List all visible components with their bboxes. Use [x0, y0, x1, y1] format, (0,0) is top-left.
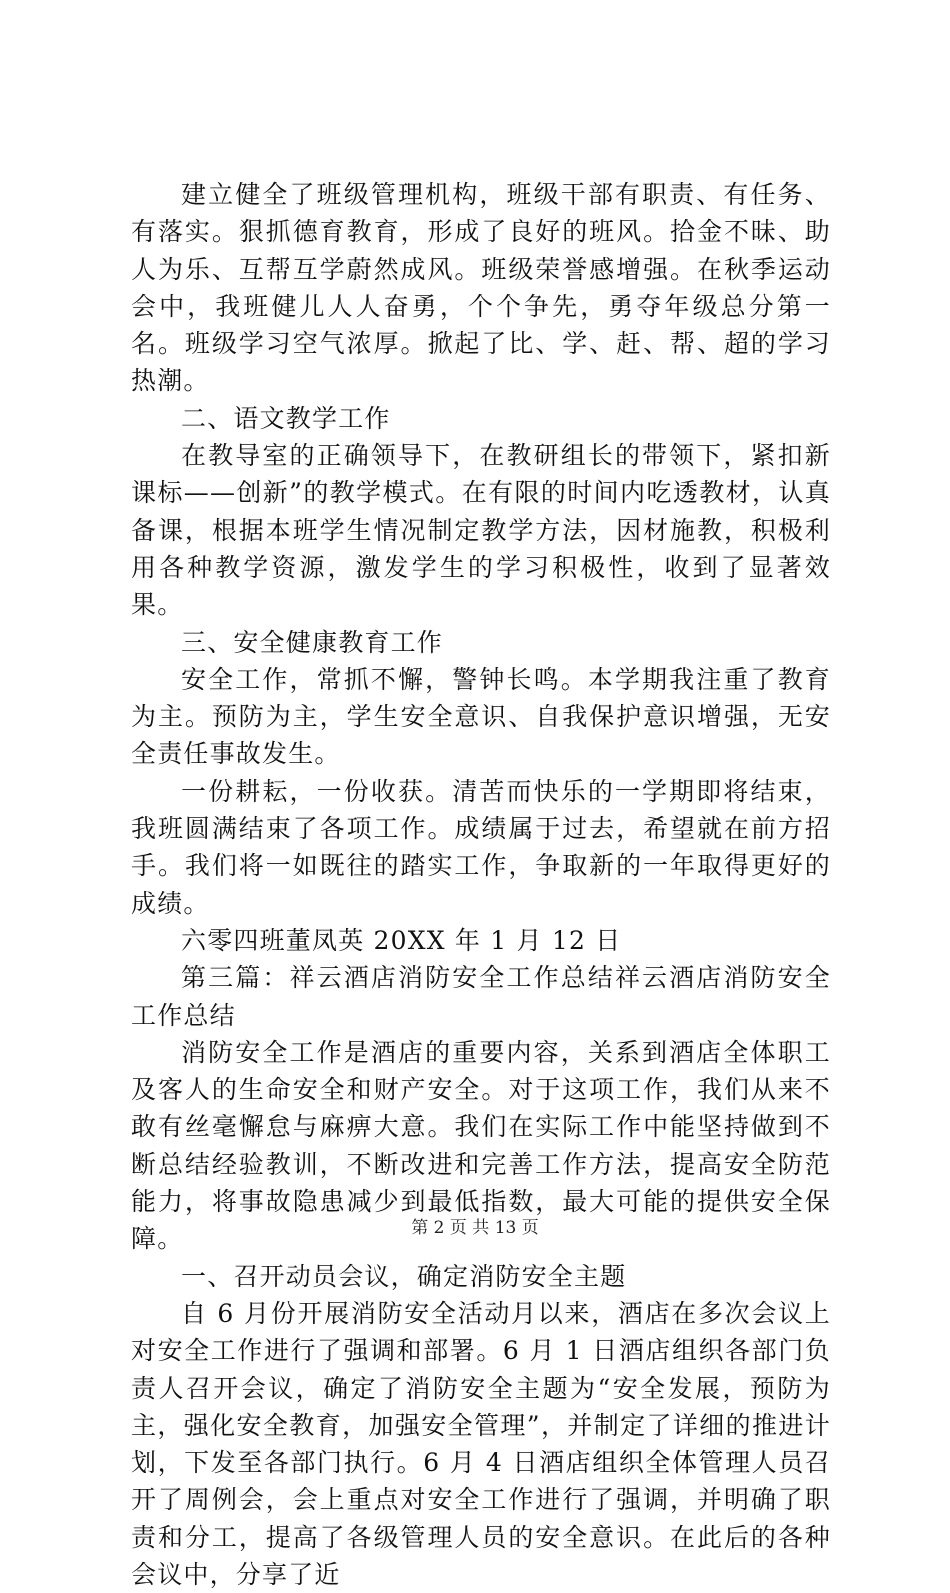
paragraph-fire-safety-month: 自 6 月份开展消防安全活动月以来，酒店在多次会议上对安全工作进行了强调和部署。6 月 1 日酒店组织各部门负责人召开会议，确定了消防安全主题为“安全发展，预防为主，强化安全教育，加强安全管理”，并制定了详细的推进计划，下发至各部门执行。6 月 4 日酒店组织全体管理人员召开了周例会，会上重点对安全工作进行了强调，并明确了职责和分工，提高了各级管理人员的安全意识。在此后的各种会议中，分享了近 [131, 1298, 831, 1589]
heading-mobilization-meeting: 一、召开动员会议，确定消防安全主题 [181, 1261, 627, 1291]
paragraph-chinese-teaching: 在教导室的正确领导下，在教研组长的带领下，紧扣新课标——创新”的教学模式。在有限的时间内吃透教材，认真备课，根据本班学生情况制定教学方法，因材施教，积极利用各种教学资源，激发学生的学习积极性，收到了显著效果。 [131, 441, 831, 620]
paragraph-safety-work: 安全工作，常抓不懈，警钟长鸣。本学期我注重了教育为主。预防为主，学生安全意识、自我保护意识增强，无安全责任事故发生。 [131, 664, 831, 769]
signature-date: 六零四班董凤英 20XX 年 1 月 12 日 [181, 925, 622, 955]
paragraph-fire-safety-intro: 消防安全工作是酒店的重要内容，关系到酒店全体职工及客人的生命安全和财产安全。对于这项工作，我们从来不敢有丝毫懈怠与麻痹大意。我们在实际工作中能坚持做到不断总结经验教训，不断改进和完善工作方法，提高安全防范能力，将事故隐患减少到最低指数，最大可能的提供安全保障。 [131, 1037, 831, 1254]
heading-chinese-teaching: 二、语文教学工作 [181, 403, 391, 433]
section-title-third: 第三篇：祥云酒店消防安全工作总结祥云酒店消防安全工作总结 [131, 963, 831, 1030]
document-body [131, 176, 831, 1593]
page-footer: 第 2 页 共 13 页 [411, 1218, 539, 1238]
paragraph-conclusion: 一份耕耘，一份收获。清苦而快乐的一学期即将结束，我班圆满结束了各项工作。成绩属于过去，希望就在前方招手。我们将一如既往的踏实工作，争取新的一年取得更好的成绩。 [131, 776, 831, 918]
paragraph-class-management: 建立健全了班级管理机构，班级干部有职责、有任务、有落实。狠抓德育教育，形成了良好的班风。拾金不昧、助人为乐、互帮互学蔚然成风。班级荣誉感增强。在秋季运动会中，我班健儿人人奋勇，个个争先，勇夺年级总分第一名。班级学习空气浓厚。掀起了比、学、赶、帮、超的学习热潮。 [131, 180, 831, 396]
heading-safety-health: 三、安全健康教育工作 [181, 627, 444, 657]
